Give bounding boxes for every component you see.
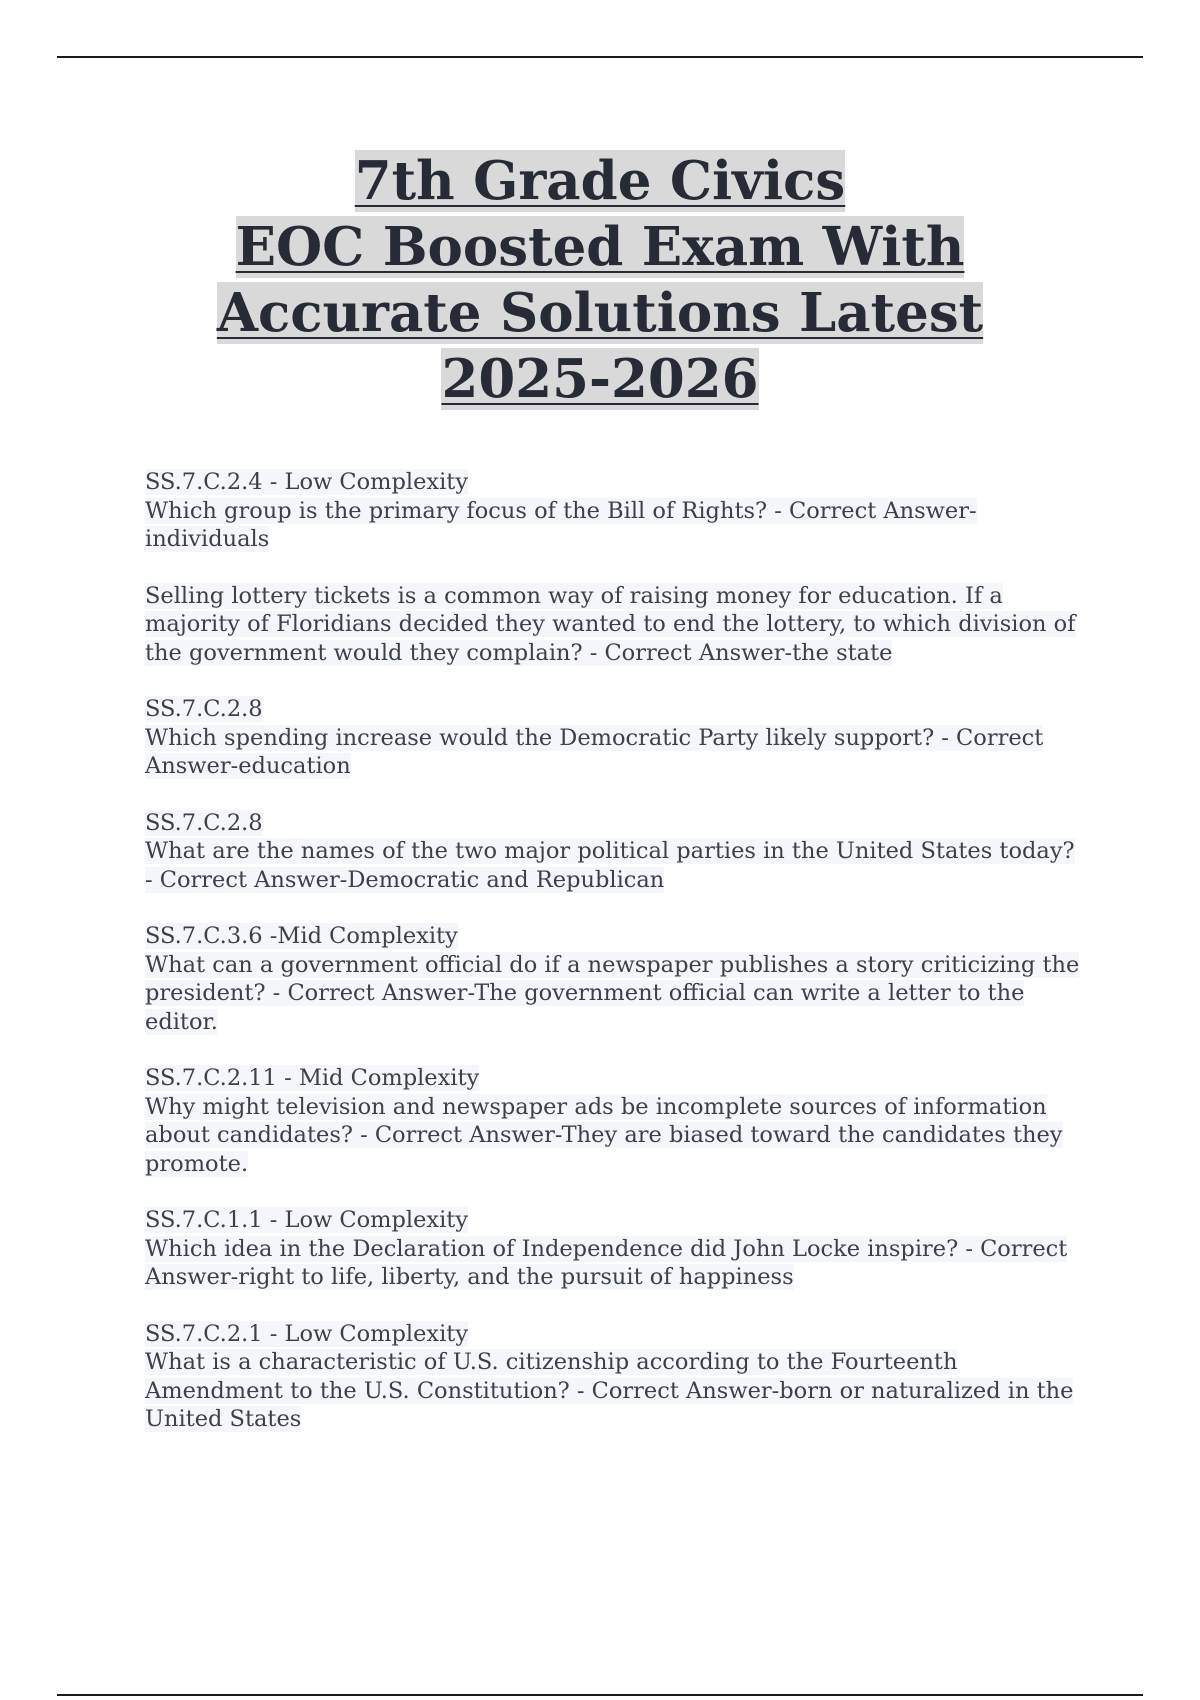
question-item-2 <box>145 582 1080 668</box>
standard-code: SS.7.C.2.8 <box>145 696 263 722</box>
question-item-3 <box>145 695 1080 781</box>
standard-code: SS.7.C.1.1 - Low Complexity <box>145 1207 469 1233</box>
title-line-1: 7th Grade Civics <box>354 150 846 212</box>
standard-code: SS.7.C.2.11 - Mid Complexity <box>145 1065 480 1091</box>
bottom-rule <box>57 1694 1143 1696</box>
question-answer-text: What can a government official do if a newspaper publishes a story criticizing the president? - Correct Answer-The government official can write a letter to the editor. <box>145 951 1080 1035</box>
title-line-2: EOC Boosted Exam With <box>235 216 965 278</box>
question-answer-text: Why might television and newspaper ads be incomplete sources of information about candidates? - Correct Answer-They are biased toward the candidates they promote. <box>145 1093 1063 1177</box>
question-list <box>145 468 1080 1462</box>
question-item-1 <box>145 468 1080 554</box>
document-title <box>100 148 1100 412</box>
question-item-6 <box>145 1064 1080 1178</box>
question-item-7 <box>145 1206 1080 1292</box>
question-answer-text: What are the names of the two major political parties in the United States today? - Correct Answer-Democratic and Republican <box>145 838 1075 893</box>
top-rule <box>57 56 1143 58</box>
standard-code: SS.7.C.2.8 <box>145 809 263 836</box>
question-answer-text: Which group is the primary focus of the Bill of Rights? - Correct Answer-individuals <box>145 497 977 552</box>
standard-code: SS.7.C.3.6 -Mid Complexity <box>145 923 458 949</box>
question-answer-text: Which idea in the Declaration of Independence did John Locke inspire? - Correct Answer-right to life, liberty, and the pursuit of happiness <box>145 1235 1068 1290</box>
question-item-5 <box>145 922 1080 1036</box>
question-answer-text: Selling lottery tickets is a common way of raising money for education. If a majority of Floridians decided they wanted to end the lottery, to which division of the government would they complain? - Correct Answer-the state <box>145 582 1076 666</box>
standard-code: SS.7.C.2.1 - Low Complexity <box>145 1320 469 1347</box>
title-line-4: 2025-2026 <box>441 348 759 410</box>
question-answer-text: Which spending increase would the Democratic Party likely support? - Correct Answer-education <box>145 724 1044 779</box>
question-answer-text: What is a characteristic of U.S. citizenship according to the Fourteenth Amendment to the U.S. Constitution? - Correct Answer-born or naturalized in the United States <box>145 1349 1074 1432</box>
question-item-8 <box>145 1320 1080 1434</box>
question-item-4 <box>145 809 1080 895</box>
standard-code: SS.7.C.2.4 - Low Complexity <box>145 469 469 495</box>
title-line-3: Accurate Solutions Latest <box>216 282 984 344</box>
